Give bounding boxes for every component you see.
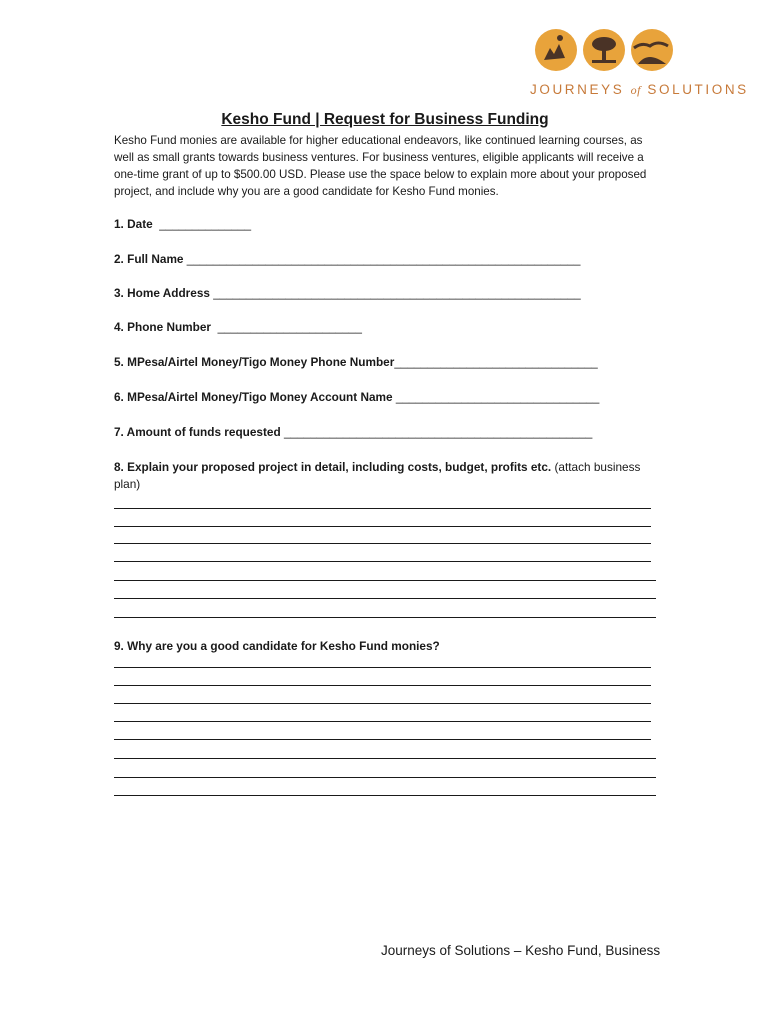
mobile-money-phone-field[interactable] (114, 355, 598, 369)
home-address-field[interactable] (114, 286, 581, 300)
mobile-money-account-field[interactable] (114, 390, 599, 404)
funds-requested-blank[interactable]: _______________________________________________ (283, 425, 593, 439)
journeys-of-solutions-logo (530, 26, 749, 100)
answer-8-line[interactable] (114, 617, 656, 618)
home-address-blank[interactable]: ________________________________________________________ (213, 286, 581, 300)
date-field[interactable] (114, 217, 251, 231)
answer-8-line[interactable] (114, 580, 656, 581)
logo-word-journeys: JOURNEYS (530, 82, 625, 97)
answer-8-line[interactable] (114, 526, 651, 527)
mobile-money-account-blank[interactable]: _______________________________ (395, 390, 600, 404)
answer-9-line[interactable] (114, 795, 656, 796)
mobile-money-phone-label: 5. MPesa/Airtel Money/Tigo Money Phone Number (114, 355, 395, 369)
answer-9-line[interactable] (114, 721, 651, 722)
logo-wordmark (530, 82, 749, 98)
question-9-label: 9. Why are you a good candidate for Kesho Fund monies? (114, 639, 440, 653)
answer-8-line[interactable] (114, 598, 656, 599)
answer-8-line[interactable] (114, 508, 651, 509)
home-address-label: 3. Home Address (114, 286, 210, 300)
answer-8-line[interactable] (114, 561, 651, 562)
full-name-label: 2. Full Name (114, 252, 184, 266)
answer-9-line[interactable] (114, 685, 651, 686)
full-name-blank[interactable]: ____________________________________________________________ (186, 252, 581, 266)
funds-requested-label: 7. Amount of funds requested (114, 425, 281, 439)
date-blank[interactable]: ______________ (159, 217, 252, 231)
phone-number-blank[interactable]: ______________________ (217, 320, 362, 334)
mobile-money-phone-blank[interactable]: _______________________________ (394, 355, 598, 369)
phone-number-field[interactable] (114, 320, 362, 334)
full-name-field[interactable] (114, 252, 580, 266)
logo-word-solutions: SOLUTIONS (647, 82, 749, 97)
answer-9-line[interactable] (114, 777, 656, 778)
form-intro: Kesho Fund monies are available for higher educational endeavors, like continued learning courses, as well as small grants towards business ventures. For business ventures, eligible applicants will receive a one-time grant of up to $500.00 USD. Please use the space below to explain more about your proposed project, and include why you are a good candidate for Kesho Fund monies. (114, 134, 647, 198)
date-label: 1. Date (114, 217, 153, 231)
logo-word-of: of (630, 83, 642, 97)
answer-9-line[interactable] (114, 703, 651, 704)
page-footer: Journeys of Solutions – Kesho Fund, Business (381, 943, 661, 958)
form-title: Kesho Fund | Request for Business Funding (221, 111, 549, 128)
phone-number-label: 4. Phone Number (114, 320, 212, 334)
mobile-money-account-label: 6. MPesa/Airtel Money/Tigo Money Account Name (114, 390, 393, 404)
question-8-label: 8. Explain your proposed project in detail, including costs, budget, profits etc. (114, 460, 552, 474)
answer-9-line[interactable] (114, 667, 651, 668)
logo-circles-icon (534, 26, 674, 74)
answer-9-line[interactable] (114, 758, 656, 759)
answer-8-line[interactable] (114, 543, 651, 544)
question-8-note: (attach business plan) (114, 460, 641, 491)
funds-requested-field[interactable] (114, 425, 592, 439)
question-8 (114, 459, 659, 493)
answer-9-line[interactable] (114, 739, 651, 740)
